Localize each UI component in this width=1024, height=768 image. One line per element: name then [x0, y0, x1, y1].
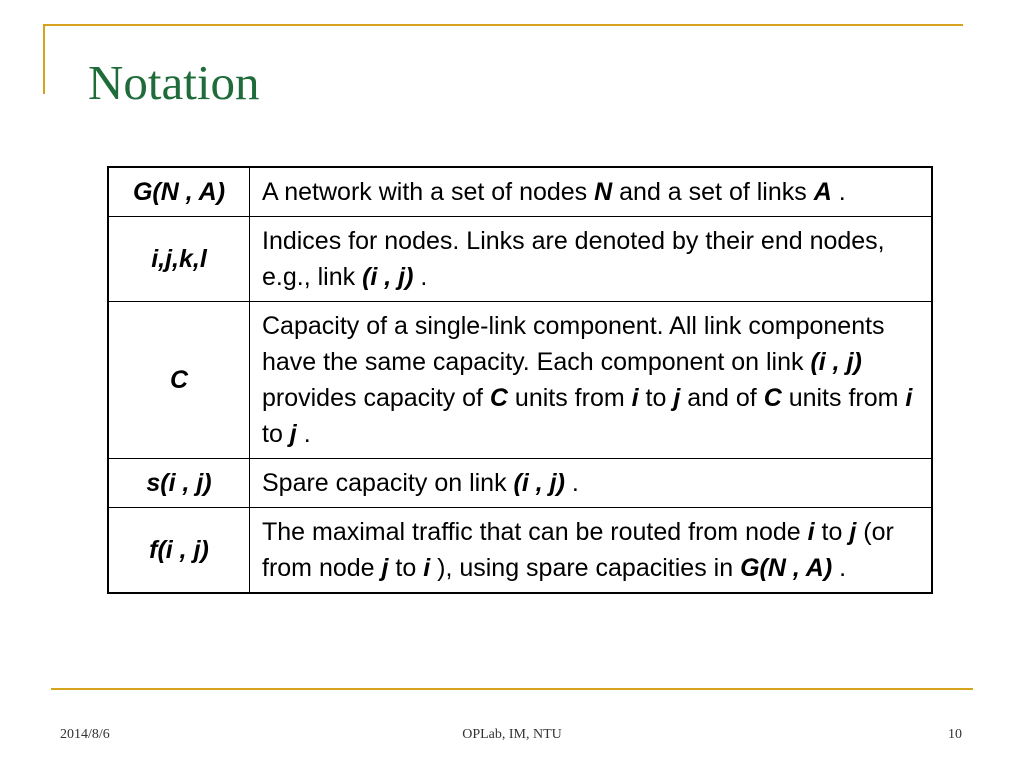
notation-row	[108, 302, 932, 459]
notation-description	[250, 508, 933, 594]
math-variable: i	[423, 554, 431, 582]
math-variable: i	[807, 518, 815, 546]
notation-description	[250, 302, 933, 459]
notation-row	[108, 217, 932, 302]
slide-title: Notation	[88, 55, 260, 110]
math-variable: A	[813, 178, 832, 206]
notation-table	[107, 166, 933, 594]
description-text: Spare capacity on link	[262, 469, 514, 497]
footer-divider	[51, 688, 973, 690]
notation-symbol: i,j,k,l	[108, 217, 250, 302]
footer-page-number: 10	[948, 727, 962, 742]
footer-organization: OPLab, IM, NTU	[462, 727, 562, 742]
decorative-top-line	[43, 24, 963, 26]
description-text: The maximal traffic that can be routed from node	[262, 518, 808, 546]
math-variable: (i , j)	[362, 263, 414, 291]
math-variable: G(N , A)	[740, 554, 833, 582]
description-text: and a set of links	[612, 178, 814, 206]
description-text: to	[638, 384, 674, 412]
description-text: and of	[680, 384, 764, 412]
description-text: ), using spare capacities in	[430, 554, 741, 582]
description-text: A network with a set of nodes	[262, 178, 595, 206]
description-text: to	[262, 420, 290, 448]
description-text: .	[832, 554, 847, 582]
math-variable: (i , j)	[513, 469, 565, 497]
notation-description	[250, 459, 933, 508]
math-variable: j	[381, 554, 389, 582]
decorative-vertical-line	[43, 24, 45, 94]
math-variable: i	[631, 384, 639, 412]
notation-symbol: G(N , A)	[108, 167, 250, 217]
notation-symbol: f(i , j)	[108, 508, 250, 594]
math-variable: N	[594, 178, 613, 206]
math-variable: j	[673, 384, 681, 412]
notation-row	[108, 508, 932, 594]
notation-description	[250, 167, 933, 217]
description-text: provides capacity of	[262, 384, 490, 412]
notation-symbol: s(i , j)	[108, 459, 250, 508]
description-text: units from	[507, 384, 632, 412]
notation-row	[108, 167, 932, 217]
description-text: .	[296, 420, 311, 448]
description-text: Indices for nodes. Links are denoted by their end nodes, e.g., link	[262, 227, 885, 291]
description-text: .	[831, 178, 846, 206]
description-text: (or from node	[262, 518, 894, 582]
math-variable: (i , j)	[810, 348, 862, 376]
notation-row	[108, 459, 932, 508]
description-text: to	[388, 554, 424, 582]
notation-description	[250, 217, 933, 302]
math-variable: j	[849, 518, 857, 546]
description-text: units from	[781, 384, 906, 412]
description-text: .	[413, 263, 428, 291]
math-variable: C	[763, 384, 782, 412]
notation-symbol: C	[108, 302, 250, 459]
description-text: Capacity of a single-link component. All link components have the same capacity. Each component on link	[262, 312, 885, 376]
description-text: to	[814, 518, 850, 546]
description-text: .	[564, 469, 579, 497]
math-variable: i	[905, 384, 913, 412]
math-variable: C	[489, 384, 508, 412]
footer-date: 2014/8/6	[60, 727, 110, 742]
math-variable: j	[289, 420, 297, 448]
